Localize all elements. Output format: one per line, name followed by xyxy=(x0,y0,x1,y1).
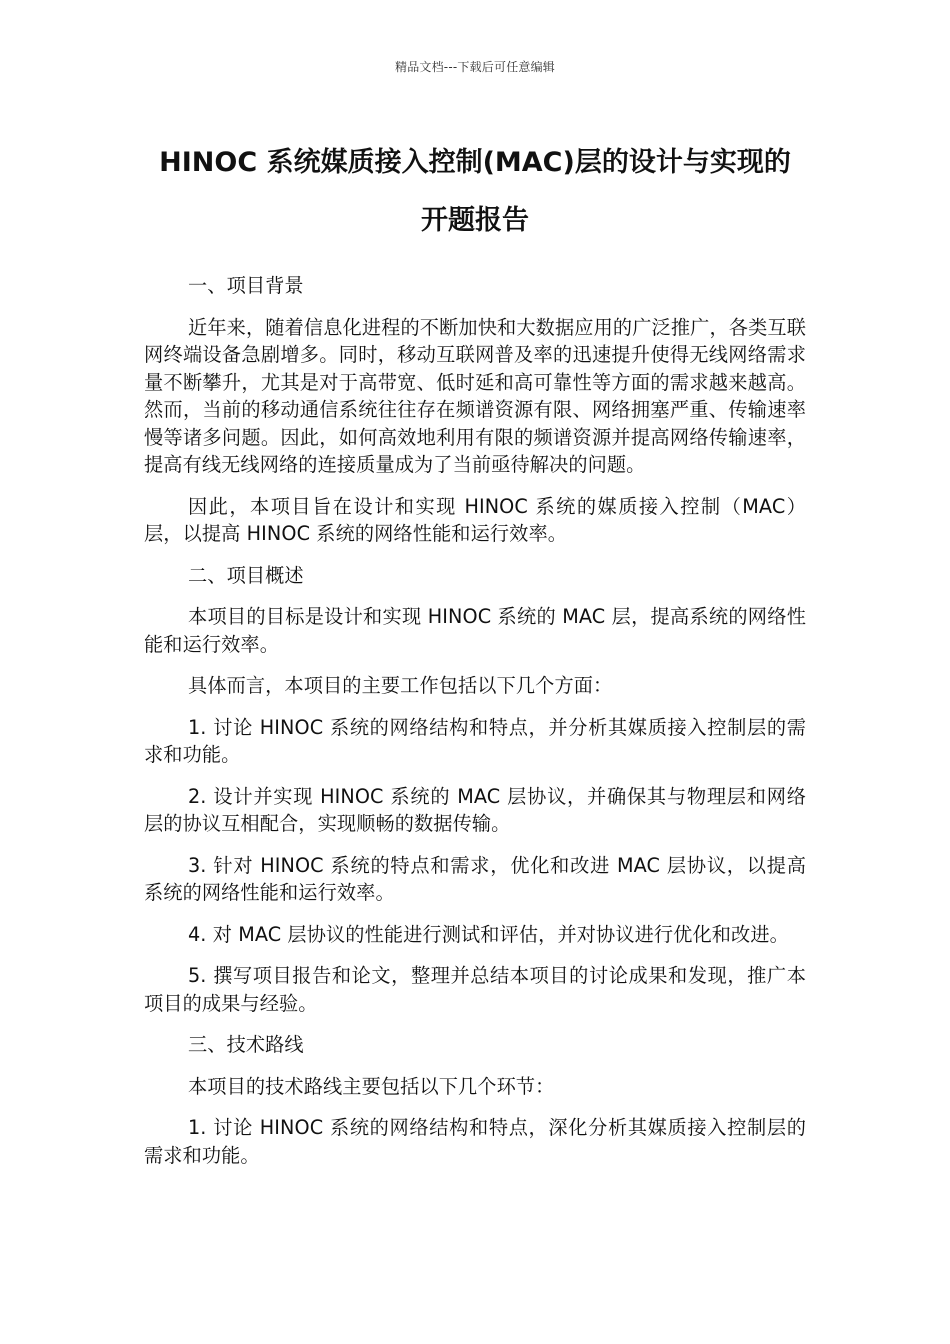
list-item: 1. 讨论 HINOC 系统的网络结构和特点，并分析其媒质接入控制层的需求和功能。 xyxy=(144,715,806,766)
document-title xyxy=(120,134,830,250)
paragraph-route-intro: 本项目的技术路线主要包括以下几个环节： xyxy=(188,1074,555,1098)
list-item: 2. 设计并实现 HINOC 系统的 MAC 层协议，并确保其与物理层和网络层的协议互相配合，实现顺畅的数据传输。 xyxy=(144,784,806,835)
list-item: 5. 撰写项目报告和论文，整理并总结本项目的讨论成果和发现，推广本项目的成果与经验。 xyxy=(144,964,806,1015)
section-heading-overview: 二、项目概述 xyxy=(188,563,304,587)
paragraph-purpose: 因此，本项目旨在设计和实现 HINOC 系统的媒质接入控制（MAC）层，以提高 HINOC 系统的网络性能和运行效率。 xyxy=(144,494,806,545)
list-item: 1. 讨论 HINOC 系统的网络结构和特点，深化分析其媒质接入控制层的需求和功能。 xyxy=(144,1116,806,1167)
list-item: 3. 针对 HINOC 系统的特点和需求，优化和改进 MAC 层协议，以提高系统的网络性能和运行效率。 xyxy=(144,853,806,904)
title-line-1: HINOC 系统媒质接入控制(MAC)层的设计与实现的 xyxy=(159,147,791,178)
document-body xyxy=(144,272,806,1183)
list-item: 4. 对 MAC 层协议的性能进行测试和评估，并对协议进行优化和改进。 xyxy=(188,922,789,946)
header-note: 精品文档---下载后可任意编辑 xyxy=(395,60,555,74)
section-heading-technical-route: 三、技术路线 xyxy=(188,1033,304,1056)
title-line-2: 开题报告 xyxy=(421,205,529,236)
paragraph-background: 近年来，随着信息化进程的不断加快和大数据应用的广泛推广，各类互联网终端设备急剧增多。同时，移动互联网普及率的迅速提升使得无线网络需求量不断攀升，尤其是对于高带宽、低时延和高可靠性等方面的需求越来越高。然而，当前的移动通信系统往往存在频谱资源有限、网络拥塞严重、传输速率慢等诸多问题。因此，如何高效地利用有限的频谱资源并提高网络传输速率，提高有线无线网络的连接质量成为了当前亟待解决的问题。 xyxy=(144,315,806,476)
paragraph-work-intro: 具体而言，本项目的主要工作包括以下几个方面： xyxy=(188,674,613,697)
paragraph-goal: 本项目的目标是设计和实现 HINOC 系统的 MAC 层，提高系统的网络性能和运行效率。 xyxy=(144,605,806,656)
section-heading-background: 一、项目背景 xyxy=(188,274,304,297)
